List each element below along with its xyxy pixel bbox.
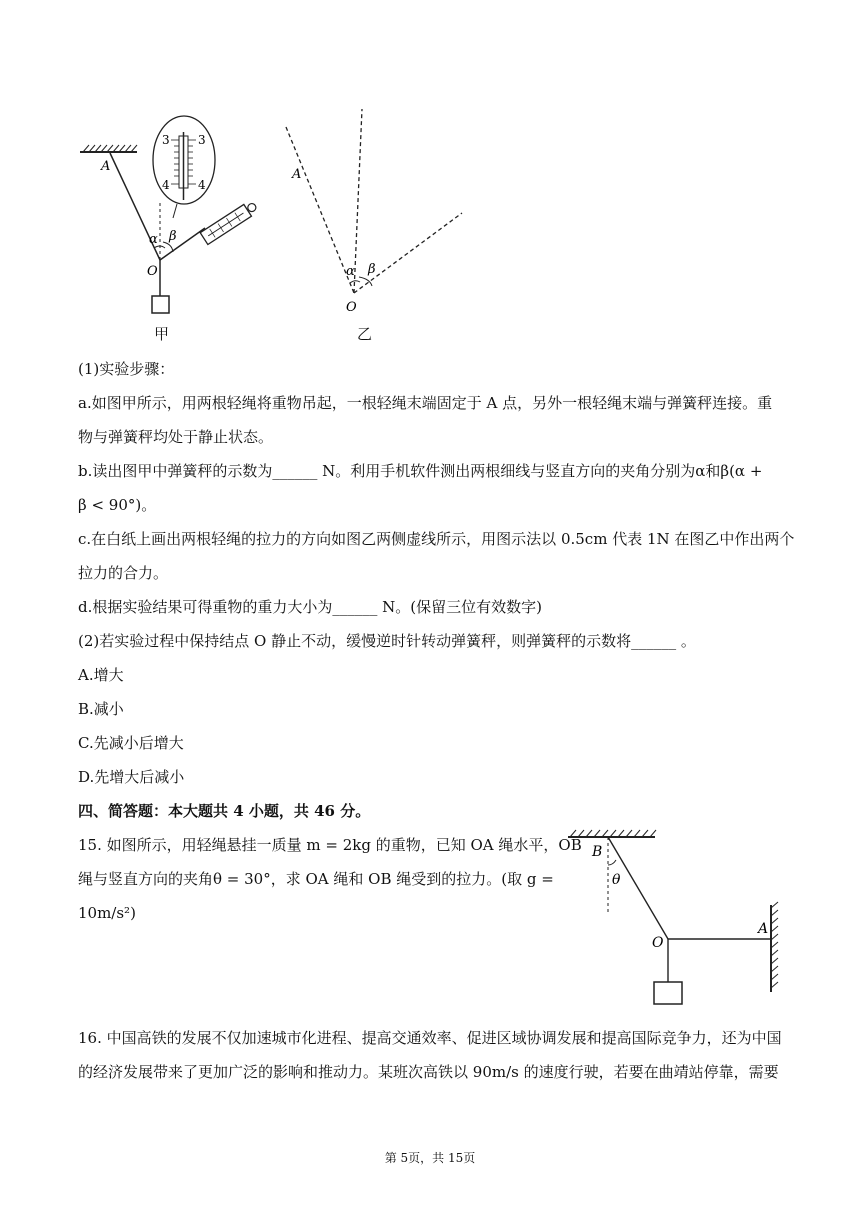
label-alpha: α (346, 264, 355, 279)
label-beta: β (368, 262, 376, 277)
figure-yi (280, 105, 470, 315)
caption-yi: 乙 (357, 325, 373, 343)
text-line: 物与弹簧秤均处于静止状态。 (78, 428, 274, 446)
figure-q15 (560, 820, 790, 1010)
label-A: A (292, 167, 302, 182)
text-line: b.读出图甲中弹簧秤的示数为______ N。利用手机软件测出两根细线与竖直方向的夹角分别为α和β(α + (78, 462, 763, 480)
q15-line: 15. 如图所示，用轻绳悬挂一质量 m = 2kg 的重物，已知 OA 绳水平，OB (78, 836, 582, 854)
section-heading: 四、简答题：本大题共 4 小题，共 46 分。 (78, 802, 371, 820)
scale-4-left: 4 (162, 178, 170, 192)
option-c: C.先减小后增大 (78, 734, 184, 752)
q15-line: 绳与竖直方向的夹角θ = 30°，求 OA 绳和 OB 绳受到的拉力。(取 g = (78, 870, 554, 888)
label-beta: β (169, 229, 177, 244)
q15-line: 10m/s²) (78, 904, 136, 922)
label-O: O (652, 935, 664, 951)
option-d: D.先增大后减小 (78, 768, 185, 786)
q16-line: 的经济发展带来了更加广泛的影响和推动力。某班次高铁以 90m/s 的速度行驶，若要在曲靖站停靠，需要 (78, 1063, 779, 1081)
option-a: A.增大 (78, 666, 124, 684)
label-O: O (147, 264, 158, 279)
scale-4-right: 4 (198, 178, 206, 192)
q16-line: 16. 中国高铁的发展不仅加速城市化进程、提高交通效率、促进区域协调发展和提高国际竞争力，还为中国 (78, 1029, 782, 1047)
label-A: A (758, 921, 769, 937)
scale-3-right: 3 (198, 133, 206, 147)
option-b: B.减小 (78, 700, 124, 718)
figure-jia (75, 110, 275, 320)
label-O: O (346, 300, 357, 315)
label-A: A (101, 159, 111, 174)
label-B: B (592, 844, 603, 860)
label-alpha: α (149, 232, 158, 247)
label-theta: θ (612, 872, 621, 888)
scale-3-left: 3 (162, 133, 170, 147)
text-line: a.如图甲所示，用两根轻绳将重物吊起，一根轻绳末端固定于 A 点，另外一根轻绳末端与弹簧秤连接。重 (78, 394, 773, 412)
caption-jia: 甲 (154, 325, 170, 343)
text-line: 拉力的合力。 (78, 564, 169, 582)
text-line: (2)若实验过程中保持结点 O 静止不动，缓慢逆时针转动弹簧秤，则弹簧秤的示数将______ 。 (78, 632, 696, 650)
text-line: (1)实验步骤： (78, 360, 175, 378)
text-line: c.在白纸上画出两根轻绳的拉力的方向如图乙两侧虚线所示，用图示法以 0.5cm 代表 1N 在图乙中作出两个 (78, 530, 795, 548)
text-line: β < 90°)。 (78, 496, 157, 514)
page-footer: 第 5页，共 15页 (384, 1151, 476, 1165)
text-line: d.根据实验结果可得重物的重力大小为______ N。(保留三位有效数字) (78, 598, 542, 616)
